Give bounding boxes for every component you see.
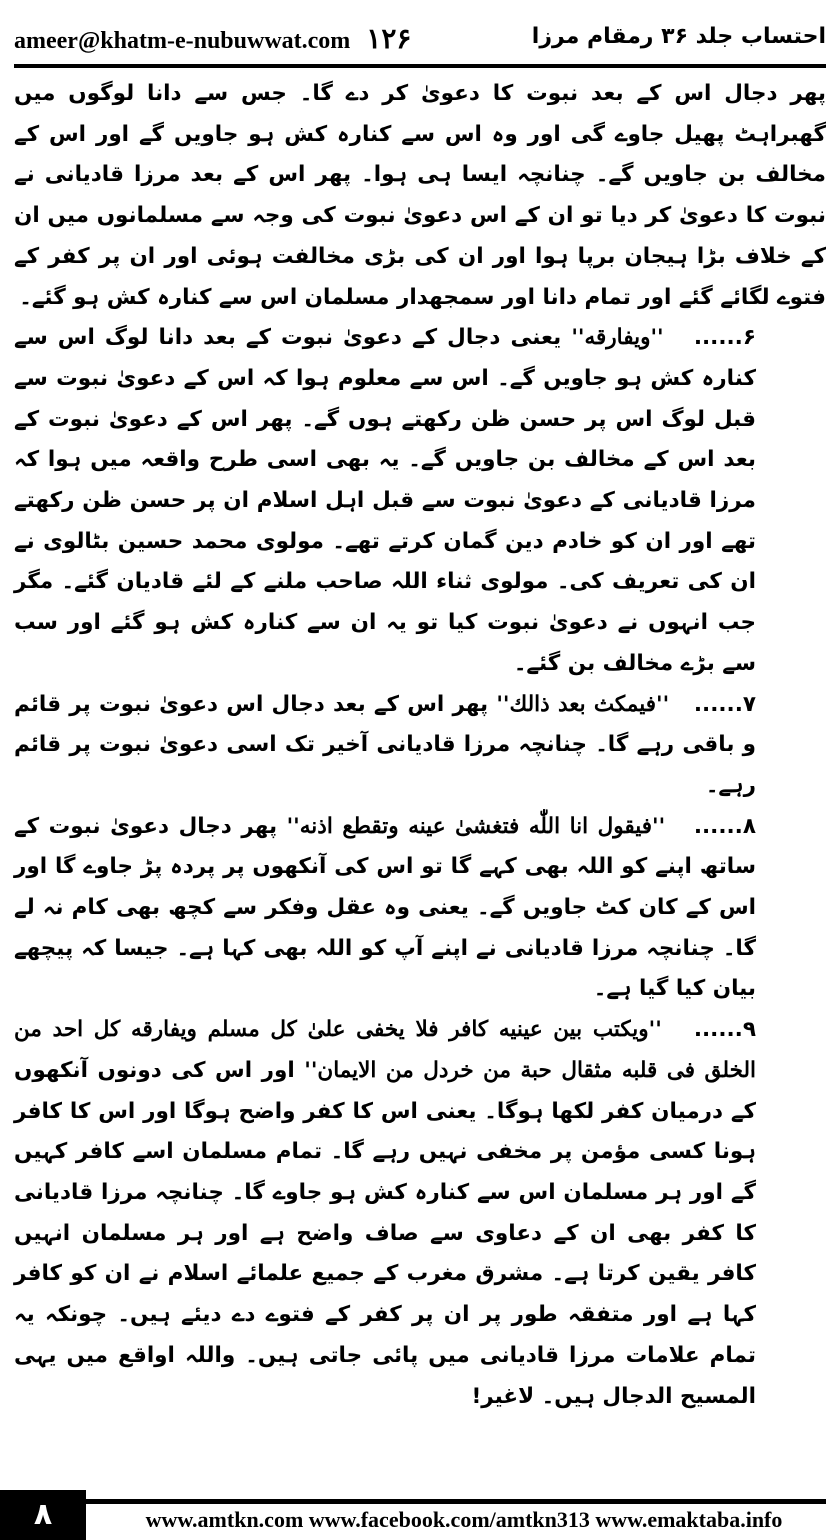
- paragraph-text: یعنی دجال کے دعویٰ نبوت کے بعد دانا لوگ اس سے کنارہ کش ہو جاویں گے۔ اس سے معلوم ہوا کہ اس کے دعویٰ نبوت سے قبل لوگ اس پر حسن ظن رکھتے ہوں گے۔ پھر اس کے دعویٰ نبوت کے بعد اس کے مخالف بن جاویں گے۔ یہ بھی اسی طرح واقعہ میں ہوا کہ مرزا قادیانی کے دعویٰ نبوت سے قبل اہل اسلام ان پر حسن ظن رکھتے تھے اور ان کو خادم دین گمان کرتے تھے۔ مولوی محمد حسین بٹالوی نے ان کی تعریف کی۔ مولوی ثناء اللہ صاحب ملنے کے لئے قادیان گئے۔ مگر جب انہوں نے دعویٰ نبوت کیا تو یہ ان سے کنارہ کش ہو گئے اور سب سے بڑے مخالف بن گئے۔: [14, 325, 756, 676]
- item-number: ۷......: [693, 691, 756, 717]
- book-title: احتساب جلد ۳۶ رمقام مرزا: [531, 24, 826, 49]
- header-rule: [14, 64, 826, 68]
- arabic-quote: ''فیمکث بعد ذالك'': [496, 691, 670, 717]
- item-number: ۸......: [693, 813, 756, 839]
- page-footer: [0, 1490, 840, 1540]
- footer-badge: ۸: [0, 1490, 86, 1540]
- page-body: [14, 74, 826, 1417]
- arabic-quote: ''فیقول انا اللّٰه فتغشیٰ عینه وتقطع اذنه'': [286, 813, 666, 839]
- item-number: ۹......: [693, 1017, 756, 1043]
- arabic-quote: ''ویکتب بین عینیه کافر فلا یخفی علیٰ کل مسلم ویفارقه کل احد من الخلق فی قلبه مثقال حبة من خردل من الایمان'': [14, 1017, 756, 1083]
- paragraph-text: پھر دجال اس کے بعد نبوت کا دعویٰ کر دے گا۔ جس سے دانا لوگوں میں گھبراہٹ پھیل جاوے گی اور وہ اس سے کنارہ کش ہو جاویں گے اور اس کے مخالف بن جاویں گے۔ چنانچہ ایسا ہی ہوا۔ پھر اس کے بعد مرزا قادیانی نے نبوت کا دعویٰ کر دیا تو ان کے اس دعویٰ نبوت کی وجہ سے مسلمانوں میں ان کے خلاف بڑا ہیجان برپا ہوا اور ان کی بڑی مخالفت ہوئی اور ان پر کفر کے فتوے لگائے گئے اور تمام دانا اور سمجھدار مسلمان اس سے کنارہ کش ہو گئے۔: [14, 81, 826, 310]
- header-left: [14, 22, 411, 56]
- paragraph-8: [14, 807, 826, 1011]
- header-email: ameer@khatm-e-nubuwwat.com: [14, 28, 351, 54]
- paragraph-6: [14, 318, 826, 684]
- page-header: [14, 22, 826, 56]
- paragraph-intro: [14, 74, 826, 318]
- item-number: ۶......: [693, 325, 756, 351]
- page-number: ۱۲۶: [366, 24, 412, 55]
- paragraph-text: پھر دجال دعویٰ نبوت کے ساتھ اپنے کو اللہ بھی کہے گا تو اس کی آنکھوں پر پردہ پڑ جاوے گا اور اس کے کان کٹ جاویں گے۔ یعنی وہ عقل وفکر سے کچھ بھی کام نہ لے گا۔ چنانچہ مرزا قادیانی نے اپنے آپ کو اللہ بھی کہا ہے۔ جیسا کہ پیچھے بیان کیا گیا ہے۔: [14, 813, 756, 1002]
- footer-links: www.amtkn.com www.facebook.com/amtkn313 www.emaktaba.info: [145, 1507, 783, 1532]
- arabic-quote: ''ویفارقه'': [571, 325, 664, 351]
- paragraph-9: [14, 1010, 826, 1417]
- paragraph-text: پھر اس کے بعد دجال اس دعویٰ نبوت پر قائم و باقی رہے گا۔ چنانچہ مرزا قادیانی آخیر تک اسی دعویٰ نبوت پر قائم رہے۔: [14, 691, 756, 798]
- paragraph-text: اور اس کی دونوں آنکھوں کے درمیان کفر لکھا ہوگا۔ یعنی اس کا کفر واضح ہوگا اور اس کا کافر ہونا کسی مؤمن پر مخفی نہیں رہے گا۔ تمام مسلمان اسے کافر کہیں گے اور ہر مسلمان اس سے کنارہ کش ہو جاوے گا۔ چنانچہ مرزا قادیانی کا کفر بھی ان کے دعاوی سے صاف واضح ہے اور ہر مسلمان انہیں کافر یقین کرتا ہے۔ مشرق مغرب کے جمیع علمائے اسلام نے ان کو کافر کہا ہے اور متفقہ طور پر ان پر کفر کے فتوے دے دیئے ہیں۔ چونکہ یہ تمام علامات مرزا قادیانی میں پائی جاتی ہیں۔ واللہ اواقع میں یہی المسیح الدجال ہیں۔ لاغیر!: [14, 1057, 756, 1409]
- paragraph-7: [14, 685, 826, 807]
